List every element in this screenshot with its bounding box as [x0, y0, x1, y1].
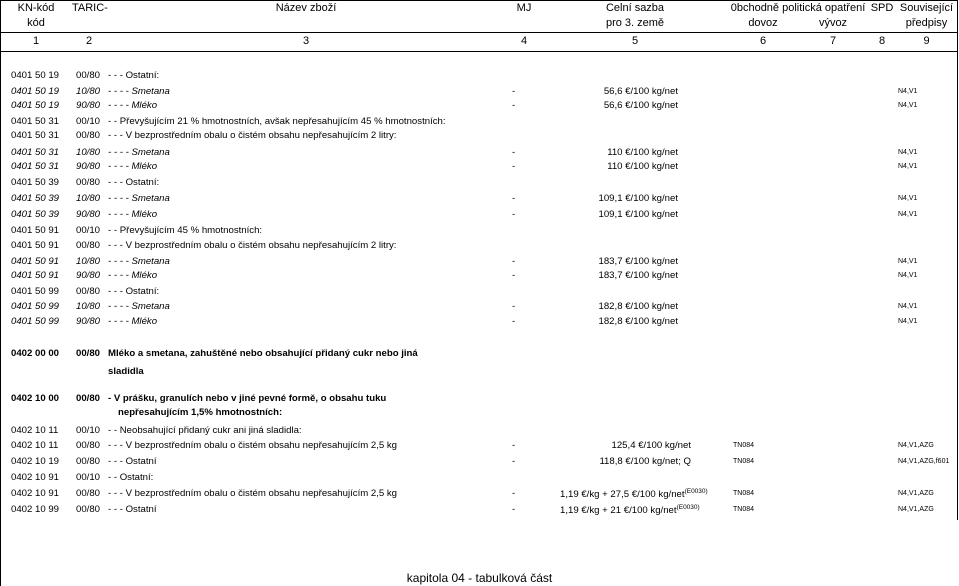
row-duty-rate — [560, 456, 691, 467]
col-num-7: 7 — [829, 35, 837, 47]
col-num-5: 5 — [631, 35, 639, 47]
row-taric-code: 00/80 — [76, 488, 101, 499]
row-kn-code: 0401 50 39 — [11, 193, 60, 204]
row-description: - - - - Mléko — [108, 270, 158, 281]
row-taric-code: 10/80 — [76, 147, 101, 158]
col-num-8: 8 — [878, 35, 886, 47]
row-kn-code: 0401 50 19 — [11, 86, 60, 97]
row-kn-code: 0401 50 31 — [11, 116, 60, 127]
row-spd: TN084 — [733, 458, 755, 465]
row-duty-rate: 183,7 €/100 kg/net — [598, 270, 678, 281]
row-mj: - — [512, 316, 516, 327]
row-description: - - - - Smetana — [108, 301, 170, 312]
heading-0402-line1: Mléko a smetana, zahuštěné nebo obsahující přidaný cukr nebo jiná — [108, 348, 418, 359]
row-related-rules: N4,V1 — [898, 102, 918, 109]
row-description: - - - Ostatní: — [108, 177, 160, 188]
row-kn-code: 0401 50 91 — [11, 270, 60, 281]
row-description: - - - V bezprostředním obalu o čistém obsahu nepřesahujícím 2,5 kg — [108, 488, 398, 499]
heading-040210-taric: 00/80 — [76, 393, 101, 404]
row-duty-rate: 109,1 €/100 kg/net — [598, 209, 678, 220]
row-taric-code: 00/10 — [76, 225, 101, 236]
header-mid-rule — [0, 32, 957, 33]
hdr2-vyvoz: vývoz — [818, 17, 848, 29]
row-duty-rate: 183,7 €/100 kg/net — [598, 256, 678, 267]
row-description: - - - Ostatní: — [108, 70, 160, 81]
heading-040210-line2: nepřesahujícím 1,5% hmotnostních: — [118, 407, 283, 418]
heading-0402-taric: 00/80 — [76, 348, 101, 359]
row-duty-rate: 109,1 €/100 kg/net — [598, 193, 678, 204]
row-related-rules: N4,V1,AZG,f601 — [898, 458, 950, 465]
hdr2-kod: kód — [27, 17, 45, 29]
row-kn-code: 0401 50 39 — [11, 177, 60, 188]
row-mj: - — [512, 147, 516, 158]
row-taric-code: 90/80 — [76, 161, 101, 172]
col-num-3: 3 — [302, 35, 310, 47]
col-num-1: 1 — [32, 35, 40, 47]
row-mj: - — [512, 504, 516, 515]
row-taric-code: 00/80 — [76, 286, 101, 297]
row-description: - - - - Mléko — [108, 100, 158, 111]
row-mj: - — [512, 209, 516, 220]
row-related-rules: N4,V1 — [898, 258, 918, 265]
hdr-taric: TARIC- — [72, 2, 108, 14]
row-taric-code: 00/80 — [76, 70, 101, 81]
row-kn-code: 0401 50 91 — [11, 225, 60, 236]
row-related-rules: N4,V1 — [898, 163, 918, 170]
row-duty-footnote: (E0030) — [676, 504, 700, 511]
row-taric-code: 00/80 — [76, 177, 101, 188]
row-taric-code: 90/80 — [76, 270, 101, 281]
row-mj: - — [512, 456, 516, 467]
row-taric-code: 00/80 — [76, 504, 101, 515]
row-description: - - - - Mléko — [108, 209, 158, 220]
row-description: - - Převyšujícím 45 % hmotnostních: — [108, 225, 263, 236]
row-mj: - — [512, 488, 516, 499]
hdr-souvisejici: Související — [899, 2, 954, 14]
row-description: - - - - Smetana — [108, 256, 170, 267]
heading-0402-kn: 0402 00 00 — [11, 348, 60, 359]
row-taric-code: 90/80 — [76, 209, 101, 220]
row-duty-footnote: (E0030) — [684, 488, 708, 495]
row-related-rules: N4,V1 — [898, 272, 918, 279]
row-description: - - - - Mléko — [108, 161, 158, 172]
hdr-opatreni: 0bchodně politická opatření — [730, 2, 866, 14]
hdr-spd: SPD — [870, 2, 894, 14]
col-num-4: 4 — [520, 35, 528, 47]
row-kn-code: 0401 50 99 — [11, 316, 60, 327]
row-description: - - - - Smetana — [108, 193, 170, 204]
row-description: - - - V bezprostředním obalu o čistém obsahu nepřesahujícím 2 litry: — [108, 240, 397, 251]
hdr2-pro3zeme: pro 3. země — [605, 17, 665, 29]
right-border — [957, 0, 958, 520]
row-related-rules: N4,V1 — [898, 211, 918, 218]
row-description: - - Převyšujícím 21 % hmotnostních, avšak nepřesahujícím 45 % hmotnostních: — [108, 116, 446, 127]
row-description: - - Neobsahující přidaný cukr ani jiná sladidla: — [108, 425, 302, 436]
row-mj: - — [512, 440, 516, 451]
row-description: - - - Ostatní: — [108, 286, 160, 297]
heading-040210-kn: 0402 10 00 — [11, 393, 60, 404]
row-related-rules: N4,V1 — [898, 88, 918, 95]
hdr2-predpisy: předpisy — [905, 17, 948, 29]
row-kn-code: 0401 50 31 — [11, 147, 60, 158]
row-description: - - - V bezprostředním obalu o čistém obsahu nepřesahujícím 2,5 kg — [108, 440, 398, 451]
row-related-rules: N4,V1,AZG — [898, 442, 934, 449]
row-taric-code: 00/10 — [76, 116, 101, 127]
row-duty-rate — [560, 440, 691, 451]
row-description: - - - V bezprostředním obalu o čistém obsahu nepřesahujícím 2 litry: — [108, 130, 397, 141]
row-duty-rate — [560, 488, 708, 501]
hdr2-dovoz: dovoz — [748, 17, 778, 29]
row-duty-rate-text: 1,19 €/kg + 21 €/100 kg/net — [560, 505, 677, 517]
heading-0402-line2: sladidla — [108, 366, 144, 377]
row-duty-rate: 56,6 €/100 kg/net — [603, 86, 678, 97]
row-duty-rate — [560, 504, 700, 517]
hdr-kn-kod: KN-kód — [17, 2, 55, 14]
row-description: - - - Ostatní — [108, 456, 157, 467]
row-kn-code: 0402 10 11 — [11, 440, 59, 451]
row-taric-code: 00/80 — [76, 456, 101, 467]
row-kn-code: 0401 50 19 — [11, 70, 60, 81]
row-spd: TN084 — [733, 506, 755, 513]
row-mj: - — [512, 161, 516, 172]
row-kn-code: 0401 50 39 — [11, 209, 60, 220]
col-num-2: 2 — [85, 35, 93, 47]
header-top-rule — [0, 0, 957, 1]
row-kn-code: 0401 50 99 — [11, 301, 60, 312]
row-related-rules: N4,V1 — [898, 149, 918, 156]
row-duty-rate-text: 125,4 €/100 kg/net — [611, 440, 691, 451]
row-mj: - — [512, 301, 516, 312]
row-related-rules: N4,V1,AZG — [898, 506, 934, 513]
col-num-6: 6 — [759, 35, 767, 47]
col-num-9: 9 — [923, 35, 930, 47]
row-taric-code: 00/80 — [76, 130, 101, 141]
row-duty-rate: 182,8 €/100 kg/net — [598, 316, 678, 327]
row-kn-code: 0402 10 11 — [11, 425, 59, 436]
row-taric-code: 00/80 — [76, 440, 101, 451]
page-footer: kapitola 04 - tabulková část — [406, 571, 553, 585]
row-kn-code: 0402 10 91 — [11, 472, 60, 483]
row-kn-code: 0401 50 99 — [11, 286, 60, 297]
row-mj: - — [512, 86, 516, 97]
row-kn-code: 0401 50 91 — [11, 240, 60, 251]
header-bottom-rule — [0, 51, 957, 52]
row-taric-code: 00/80 — [76, 240, 101, 251]
row-mj: - — [512, 193, 516, 204]
row-taric-code: 10/80 — [76, 86, 101, 97]
row-kn-code: 0401 50 31 — [11, 161, 60, 172]
row-mj: - — [512, 256, 516, 267]
row-taric-code: 10/80 — [76, 256, 101, 267]
row-kn-code: 0401 50 91 — [11, 256, 60, 267]
row-duty-rate-text: 118,8 €/100 kg/net; Q — [599, 456, 691, 467]
row-related-rules: N4,V1 — [898, 303, 918, 310]
row-kn-code: 0401 50 19 — [11, 100, 60, 111]
row-taric-code: 00/10 — [76, 425, 101, 436]
row-duty-rate-text: 1,19 €/kg + 27,5 €/100 kg/net — [560, 489, 685, 501]
row-mj: - — [512, 270, 516, 281]
row-taric-code: 00/10 — [76, 472, 101, 483]
left-border — [0, 0, 1, 586]
heading-040210-line1: - V prášku, granulích nebo v jiné pevné formě, o obsahu tuku — [108, 393, 387, 404]
row-spd: TN084 — [733, 490, 755, 497]
row-kn-code: 0402 10 91 — [11, 488, 60, 499]
row-taric-code: 90/80 — [76, 100, 101, 111]
hdr-mj: MJ — [516, 2, 532, 14]
row-duty-rate: 182,8 €/100 kg/net — [598, 301, 678, 312]
row-taric-code: 90/80 — [76, 316, 101, 327]
row-kn-code: 0402 10 19 — [11, 456, 60, 467]
row-description: - - - - Smetana — [108, 86, 170, 97]
hdr-sazba: Celní sazba — [605, 2, 665, 14]
row-description: - - Ostatní: — [108, 472, 154, 483]
row-description: - - - - Mléko — [108, 316, 158, 327]
row-description: - - - - Smetana — [108, 147, 170, 158]
row-related-rules: N4,V1 — [898, 318, 918, 325]
row-kn-code: 0401 50 31 — [11, 130, 60, 141]
row-duty-rate: 56,6 €/100 kg/net — [603, 100, 678, 111]
row-kn-code: 0402 10 99 — [11, 504, 60, 515]
row-duty-rate: 110 €/100 kg/net — [607, 161, 678, 172]
row-related-rules: N4,V1 — [898, 195, 918, 202]
row-related-rules: N4,V1,AZG — [898, 490, 934, 497]
row-mj: - — [512, 100, 516, 111]
row-description: - - - Ostatní — [108, 504, 157, 515]
row-spd: TN084 — [733, 442, 755, 449]
hdr-nazev: Název zboží — [275, 2, 337, 14]
row-taric-code: 10/80 — [76, 301, 101, 312]
row-taric-code: 10/80 — [76, 193, 101, 204]
row-duty-rate: 110 €/100 kg/net — [607, 147, 678, 158]
